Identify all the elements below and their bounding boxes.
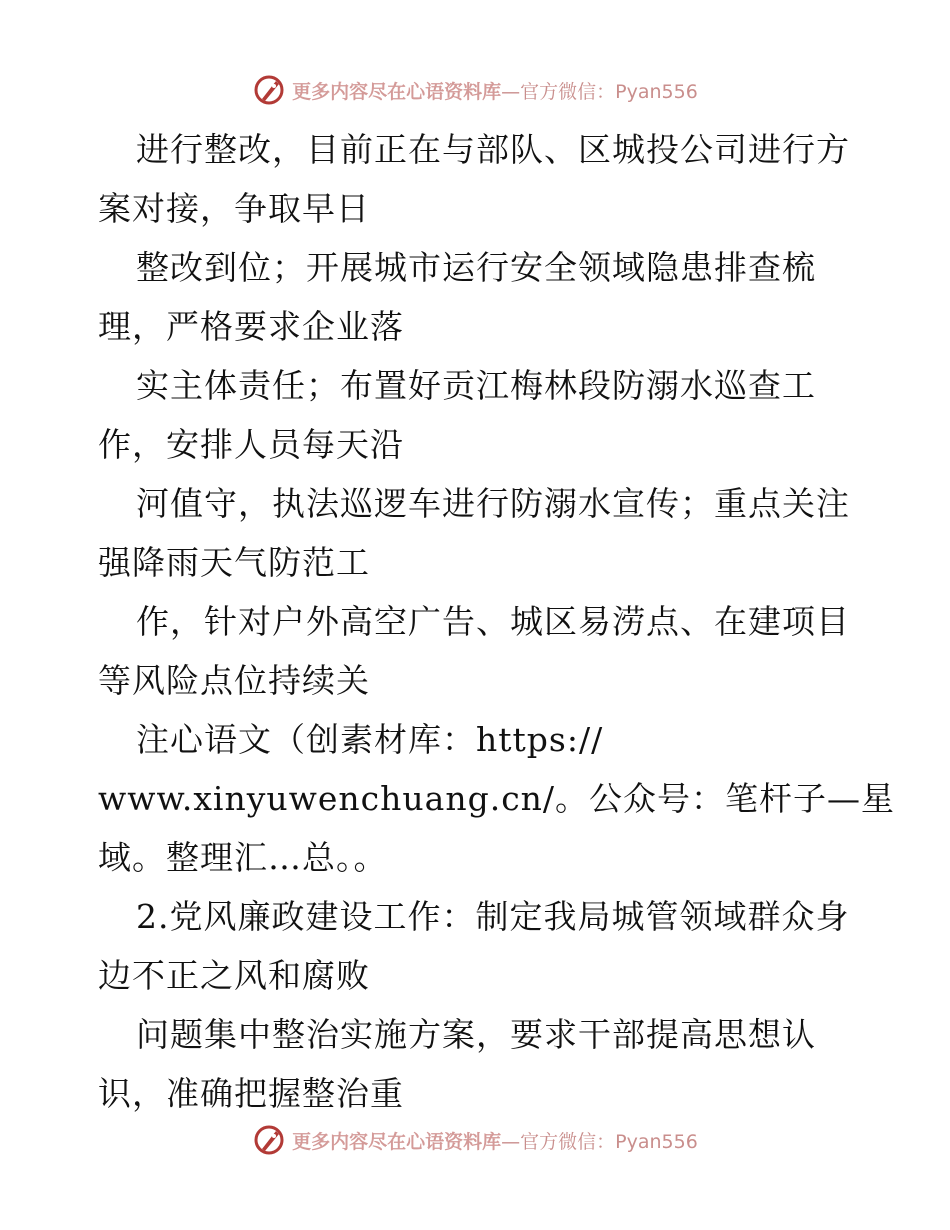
body-line: 域。整理汇…总。。 xyxy=(98,838,388,877)
library-text: 更多内容尽在心语资料库 xyxy=(292,80,502,103)
banner-separator: — xyxy=(501,80,521,103)
body-line: 理，严格要求企业落 xyxy=(98,307,404,346)
body-line: 进行整改，目前正在与部队、区城投公司进行方 xyxy=(136,130,850,169)
wechat-text: 官方微信：Pyan556 xyxy=(520,1130,698,1153)
body-line: 案对接，争取早日 xyxy=(98,189,370,228)
pen-nib-circle-icon xyxy=(252,73,286,107)
body-line: 注心语文（创素材库：https:// xyxy=(136,720,604,759)
body-line: 识，准确把握整治重 xyxy=(98,1074,404,1113)
body-line: 2.党风廉政建设工作：制定我局城管领域群众身 xyxy=(136,897,850,936)
body-line: 问题集中整治实施方案，要求干部提高思想认 xyxy=(136,1015,816,1054)
footer-banner xyxy=(0,1120,950,1160)
body-line: 河值守，执法巡逻车进行防溺水宣传；重点关注 xyxy=(136,484,850,523)
body-line: 边不正之风和腐败 xyxy=(98,956,370,995)
body-line: www.xinyuwenchuang.cn/。公众号：笔杆子—星 xyxy=(98,779,896,818)
banner-separator: — xyxy=(501,1130,521,1153)
document-body xyxy=(98,120,896,1123)
wechat-text: 官方微信：Pyan556 xyxy=(520,80,698,103)
body-line: 强降雨天气防范工 xyxy=(98,543,370,582)
body-line: 等风险点位持续关 xyxy=(98,661,370,700)
library-text: 更多内容尽在心语资料库 xyxy=(292,1130,502,1153)
body-line: 作，安排人员每天沿 xyxy=(98,425,404,464)
header-banner xyxy=(0,70,950,110)
body-line: 实主体责任；布置好贡江梅林段防溺水巡查工 xyxy=(136,366,816,405)
body-line: 整改到位；开展城市运行安全领域隐患排查梳 xyxy=(136,248,816,287)
pen-nib-circle-icon xyxy=(252,1123,286,1157)
body-line: 作，针对户外高空广告、城区易涝点、在建项目 xyxy=(136,602,850,641)
banner-text xyxy=(292,1127,698,1154)
banner-text xyxy=(292,77,698,104)
